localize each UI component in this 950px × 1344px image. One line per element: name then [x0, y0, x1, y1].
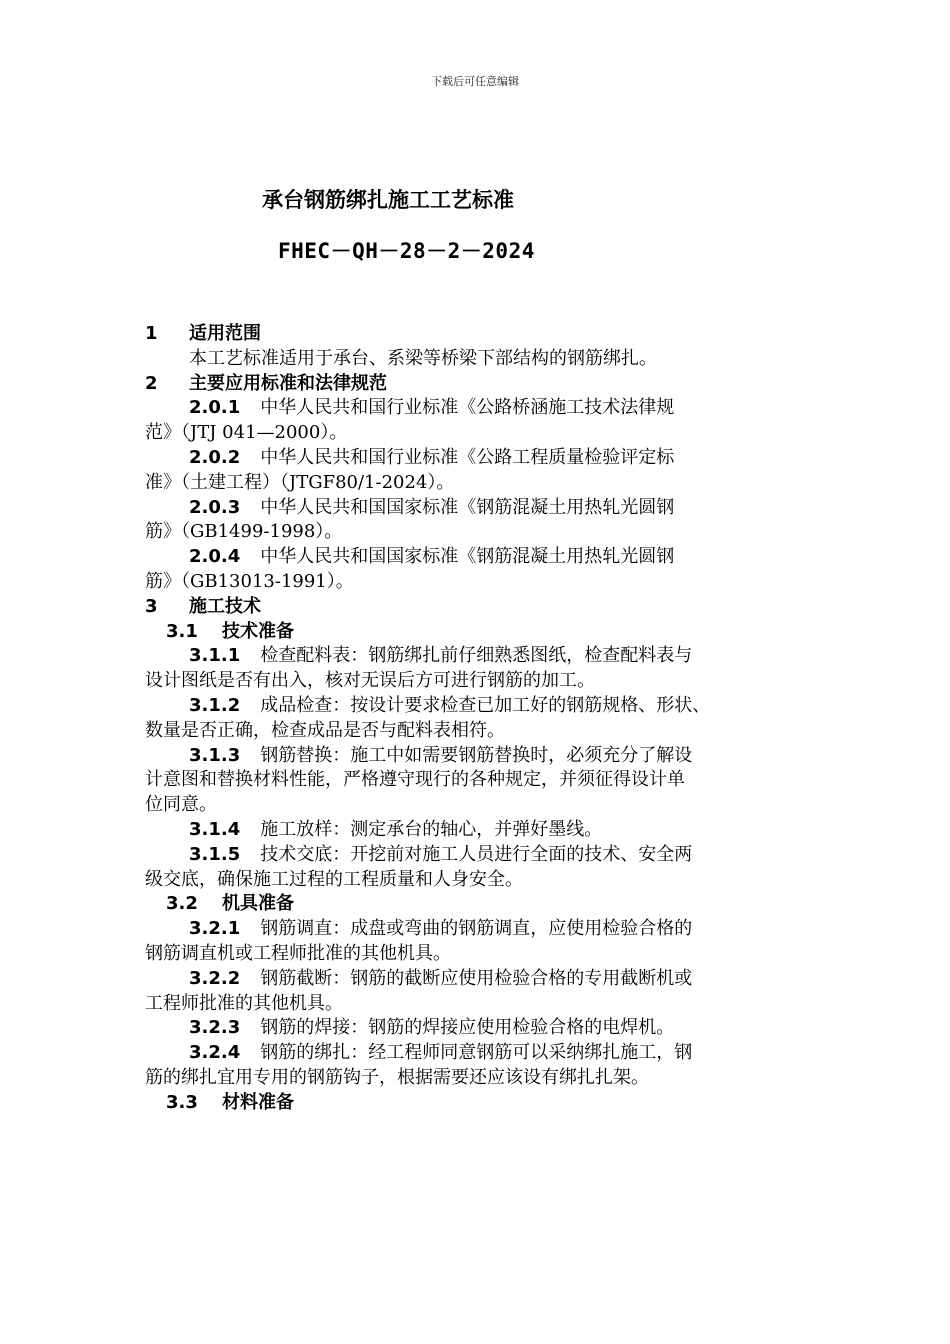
- subsection-heading-3-3: [145, 1091, 810, 1116]
- clause-text: 技术交底：开挖前对施工人员进行全面的技术、安全两: [260, 843, 693, 865]
- clause-number: 2.0.4: [189, 546, 241, 568]
- document-title: 承台钢筋绑扎施工工艺标准: [262, 188, 514, 212]
- document-body: [145, 322, 810, 1116]
- clause-text: 筋的绑扎宜用专用的钢筋钩子，根据需要还应该设有绑扎扎架。: [145, 1066, 649, 1088]
- subsection-title: 机具准备: [222, 893, 294, 915]
- clause-text: 中华人民共和国行业标准《公路工程质量检验评定标: [260, 446, 675, 468]
- section-heading-3: [145, 595, 810, 620]
- clause-text: 钢筋调直机或工程师批准的其他机具。: [145, 942, 451, 964]
- subsection-heading-3-2: [145, 892, 810, 917]
- clause-number: 3.2.2: [189, 967, 241, 989]
- clause-3-1-3: [145, 744, 810, 818]
- section-number: 3: [145, 595, 158, 617]
- clause-number: 2.0.1: [189, 397, 241, 419]
- clause-text: 筋》（GB13013-1991）。: [145, 570, 354, 592]
- clause-3-1-1: [145, 644, 810, 694]
- clause-2-0-4: [145, 545, 810, 595]
- clause-text: 施工放样：测定承台的轴心，并弹好墨线。: [260, 818, 603, 840]
- clause-number: 3.2.3: [189, 1017, 241, 1039]
- section-title: 施工技术: [189, 595, 261, 617]
- clause-text: 成品检查：按设计要求检查已加工好的钢筋规格、形状、: [260, 694, 711, 716]
- clause-3-1-2: [145, 694, 810, 744]
- clause-text: 设计图纸是否有出入，核对无误后方可进行钢筋的加工。: [145, 670, 595, 692]
- clause-2-0-2: [145, 446, 810, 496]
- clause-number: 3.2.1: [189, 918, 241, 940]
- clause-text: 中华人民共和国国家标准《钢筋混凝土用热轧光圆钢: [260, 546, 675, 568]
- clause-3-2-4: [145, 1041, 810, 1091]
- clause-number: 3.1.2: [189, 694, 241, 716]
- clause-3-2-2: [145, 967, 810, 1017]
- clause-text: 数量是否正确，检查成品是否与配料表相符。: [145, 719, 505, 741]
- subsection-heading-3-1: [145, 620, 810, 645]
- clause-number: 3.1.5: [189, 843, 241, 865]
- section-title: 适用范围: [189, 323, 261, 344]
- section-heading-2: [145, 372, 810, 397]
- subsection-title: 材料准备: [222, 1091, 294, 1113]
- section-heading-1: [145, 322, 810, 347]
- clause-number: 2.0.2: [189, 446, 241, 468]
- clause-3-2-1: [145, 917, 810, 967]
- subsection-number: 3.1: [166, 620, 198, 642]
- subsection-number: 3.2: [166, 893, 198, 915]
- clause-text: 检查配料表：钢筋绑扎前仔细熟悉图纸，检查配料表与: [260, 645, 693, 667]
- clause-number: 3.2.4: [189, 1042, 241, 1064]
- clause-text: 工程师批准的其他机具。: [145, 992, 343, 1014]
- clause-text: 筋》（GB1499-1998）。: [145, 521, 343, 543]
- section-number: 1: [145, 323, 158, 344]
- clause-text: 级交底，确保施工过程的工程质量和人身安全。: [145, 868, 523, 890]
- clause-text: 钢筋替换：施工中如需要钢筋替换时，必须充分了解设: [260, 744, 693, 766]
- clause-2-0-3: [145, 496, 810, 546]
- section-title: 主要应用标准和法律规范: [189, 372, 387, 394]
- clause-text: 钢筋调直：成盘或弯曲的钢筋调直，应使用检验合格的: [260, 918, 693, 940]
- header-note: 下载后可任意编辑: [431, 75, 519, 88]
- clause-text: 中华人民共和国行业标准《公路桥涵施工技术法律规: [260, 397, 675, 419]
- document-code: FHEC－QH－28－2－2024: [278, 239, 535, 263]
- clause-text: 范》（JTJ 041—2000）。: [145, 422, 348, 444]
- section-number: 2: [145, 372, 158, 394]
- clause-text: 钢筋截断：钢筋的截断应使用检验合格的专用截断机或: [260, 967, 693, 989]
- clause-text: 钢筋的绑扎：经工程师同意钢筋可以采纳绑扎施工，钢: [260, 1042, 693, 1064]
- clause-text: 准》（土建工程）（JTGF80/1-2024）。: [145, 471, 455, 493]
- subsection-title: 技术准备: [222, 620, 294, 642]
- clause-3-2-3: [145, 1016, 810, 1041]
- clause-3-1-5: [145, 843, 810, 893]
- clause-2-0-1: [145, 396, 810, 446]
- clause-text: 位同意。: [145, 794, 217, 816]
- clause-number: 2.0.3: [189, 496, 241, 518]
- clause-number: 3.1.1: [189, 645, 241, 667]
- section-paragraph: 本工艺标准适用于承台、系梁等桥梁下部结构的钢筋绑扎。: [189, 347, 657, 369]
- clause-3-1-4: [145, 818, 810, 843]
- clause-text: 计意图和替换材料性能，严格遵守现行的各种规定，并须征得设计单: [145, 769, 685, 791]
- clause-number: 3.1.4: [189, 818, 241, 840]
- subsection-number: 3.3: [166, 1091, 198, 1113]
- clause-text: 中华人民共和国国家标准《钢筋混凝土用热轧光圆钢: [260, 496, 675, 518]
- clause-text: 钢筋的焊接：钢筋的焊接应使用检验合格的电焊机。: [260, 1017, 675, 1039]
- clause-number: 3.1.3: [189, 744, 241, 766]
